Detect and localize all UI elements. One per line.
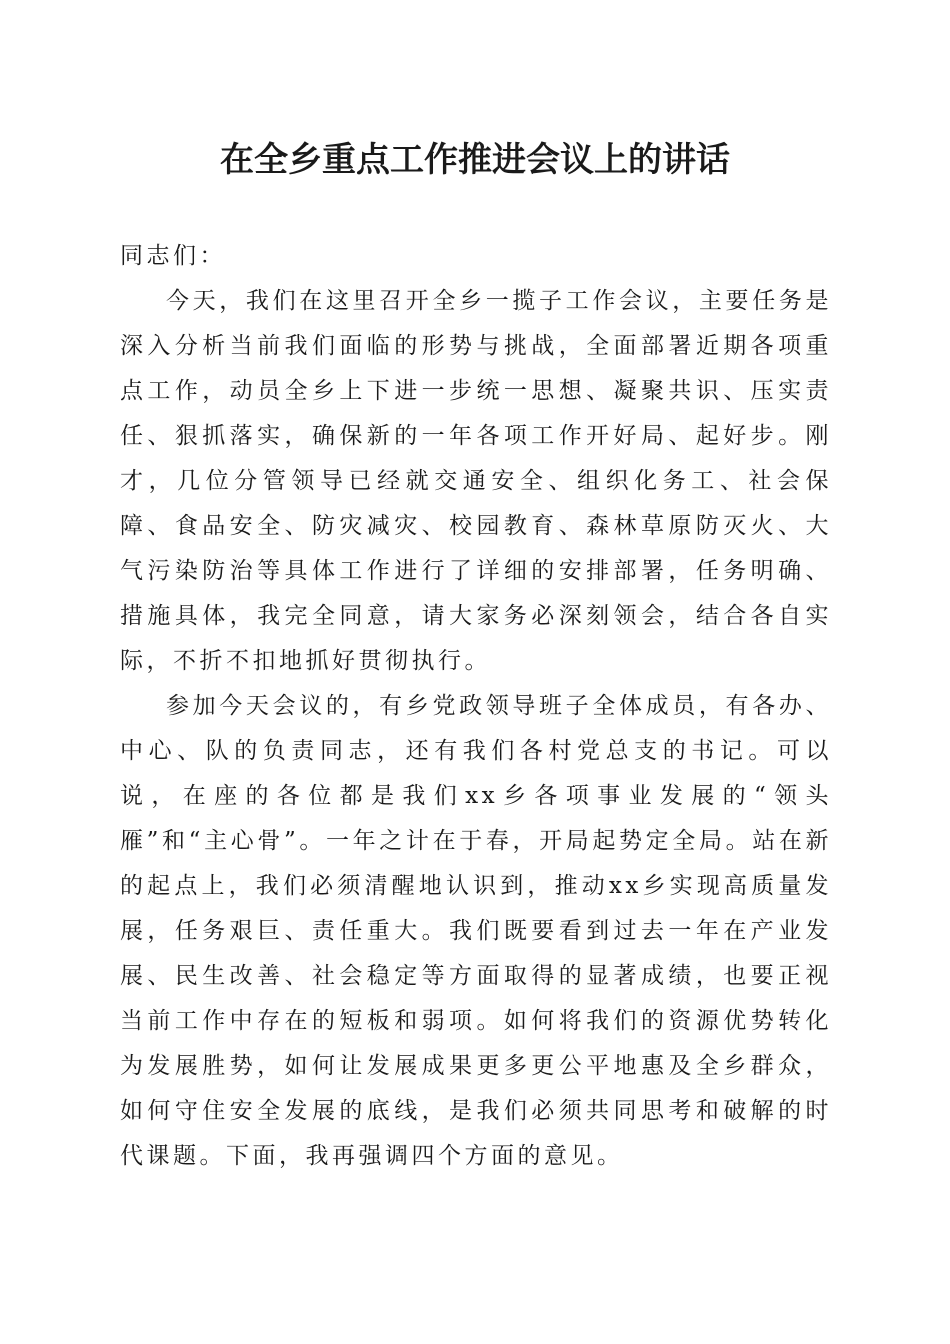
- document-body: [120, 234, 832, 1179]
- salutation: 同志们：: [120, 243, 226, 269]
- paragraph-2: 参加今天会议的，有乡党政领导班子全体成员，有各办、中心、队的负责同志，还有我们各村党总支的书记。可以说，在座的各位都是我们xx乡各项事业发展的“领头雁”和“主心骨”。一年之计在于春，开局起势定全局。站在新的起点上，我们必须清醒地认识到，推动xx乡实现高质量发展，任务艰巨、责任重大。我们既要看到过去一年在产业发展、民生改善、社会稳定等方面取得的显著成绩，也要正视当前工作中存在的短板和弱项。如何将我们的资源优势转化为发展胜势，如何让发展成果更多更公平地惠及全乡群众，如何守住安全发展的底线，是我们必须共同思考和破解的时代课题。下面，我再强调四个方面的意见。: [120, 693, 832, 1169]
- document-title: 在全乡重点工作推进会议上的讲话: [220, 140, 730, 180]
- paragraph-1: 今天，我们在这里召开全乡一揽子工作会议，主要任务是深入分析当前我们面临的形势与挑战，全面部署近期各项重点工作，动员全乡上下进一步统一思想、凝聚共识、压实责任、狠抓落实，确保新的一年各项工作开好局、起好步。刚才，几位分管领导已经就交通安全、组织化务工、社会保障、食品安全、防灾减灾、校园教育、森林草原防灭火、大气污染防治等具体工作进行了详细的安排部署，任务明确、措施具体，我完全同意，请大家务必深刻领会，结合各自实际，不折不扣地抓好贯彻执行。: [120, 288, 832, 674]
